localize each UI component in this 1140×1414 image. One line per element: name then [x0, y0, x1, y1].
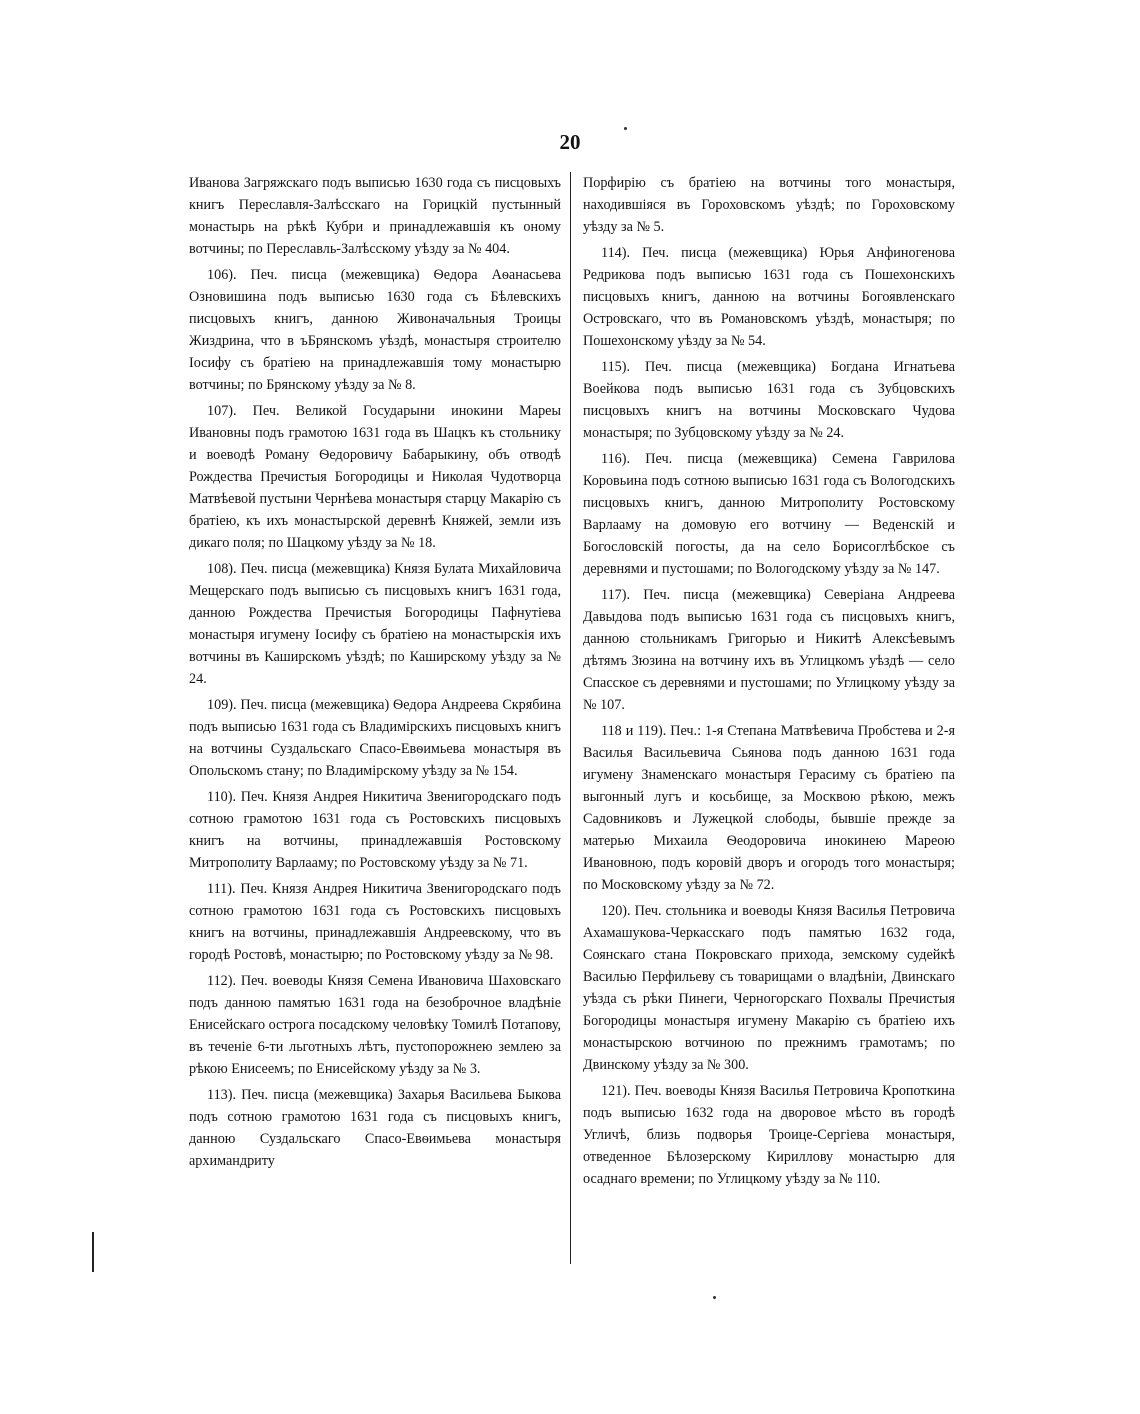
entry-116: 116). Печ. писца (межевщика) Семена Гаврилова Коровьина подъ сотною выписью 1631 года съ Вологодскихъ писцовыхъ книгъ, данною Митрополиту Ростовскому Варлааму на домовую его вотчину — Веденскій и Богословскій погосты, да на село Борисоглѣбское съ деревнями и пустошами; по Вологодскому уѣзду за № 147.	[583, 451, 955, 577]
entry-107: 107). Печ. Великой Государыни инокини Мареы Ивановны подъ грамотою 1631 года въ Шацкъ къ стольнику и воеводѣ Роману Ѳедоровичу Бабарыкину, объ отводѣ Рождества Пречистыя Богородицы и Николая Чудотворца Матвѣевой пустыни Чернѣева монастыря старцу Макарію съ братіею, къ ихъ монастырской деревнѣ Княжей, земли изъ дикаго поля; по Шацкому уѣзду за № 18.	[189, 403, 561, 551]
entry-110: 110). Печ. Князя Андрея Никитича Звенигородскаго подъ сотною грамотою 1631 года съ Ростовскихъ писцовыхъ книгъ на вотчины, принадлежавшія Ростовскому Митрополиту Варлааму; по Ростовскому уѣзду за № 71.	[189, 789, 561, 871]
column-divider	[570, 172, 571, 1264]
entry-114: 114). Печ. писца (межевщика) Юрья Анфиногенова Редрикова подъ выписью 1631 года съ Пошехонскихъ писцовыхъ книгъ, данною на вотчины Богоявленскаго Островскаго, что въ Романовскомъ уѣздѣ, монастыря; по Пошехонскому уѣзду за № 54.	[583, 245, 955, 349]
entry-111: 111). Печ. Князя Андрея Никитича Звенигородскаго подъ сотною грамотою 1631 года съ Ростовскихъ писцовыхъ книгъ на вотчины, принадлежавшія Андреевскому, что въ городѣ Ростовѣ, монастырю; по Ростовскому уѣзду за № 98.	[189, 881, 561, 963]
speck-mark	[713, 1296, 716, 1299]
page-number: 20	[559, 130, 581, 154]
entry-108: 108). Печ. писца (межевщика) Князя Булата Михайловича Мещерскаго подъ выписью съ писцовыхъ книгъ 1631 года, данною Рождества Пречистыя Богородицы Пафнутіева монастыря игумену Іосифу съ братіею на монастырскія ихъ вотчины въ Каширскомъ уѣздѣ; по Каширскому уѣзду за № 24.	[189, 561, 561, 687]
paragraph-continuation: Порфирію съ братіею на вотчины того монастыря, находившіяся въ Гороховскомъ уѣздѣ; по Гороховскому уѣзду за № 5.	[583, 175, 955, 235]
entry-120: 120). Печ. стольника и воеводы Князя Василья Петровича Ахамашукова-Черкасскаго подъ памятью 1632 года, Соянскаго стана Покровскаго прихода, земскому судейкѣ Василью Перфильеву съ товарищами о владѣніи, Двинскаго уѣзда съ рѣки Пинеги, Черногорскаго Похвалы Пречистыя Богородицы монастыря игумену Макарію съ братіею ихъ монастырскою вотчиною по прежнимъ грамотамъ; по Двинскому уѣзду за № 300.	[583, 903, 955, 1073]
margin-mark	[92, 1232, 94, 1272]
entry-113: 113). Печ. писца (межевщика) Захарья Васильева Быкова подъ сотною грамотою 1631 года съ писцовыхъ книгъ, данною Суздальскаго Спасо-Евѳимьева монастыря архимандриту	[189, 1087, 561, 1169]
entry-112: 112). Печ. воеводы Князя Семена Ивановича Шаховскаго подъ данною памятью 1631 года на безоброчное владѣніе Енисейскаго острога посадскому человѣку Томилѣ Потапову, въ теченіе 6-ти льготныхъ лѣтъ, пустопорожнею землею за рѣкою Енисеемъ; по Енисейскому уѣзду за № 3.	[189, 973, 561, 1077]
entry-117: 117). Печ. писца (межевщика) Северіана Андреева Давыдова подъ выписью 1631 года съ писцовыхъ книгъ, данною стольникамъ Григорью и Никитѣ Алексѣевымъ дѣтямъ Зюзина на вотчину ихъ въ Углицкомъ уѣздѣ — село Спасское съ деревнями и пустошами; по Углицкому уѣзду за № 107.	[583, 587, 955, 713]
entry-115: 115). Печ. писца (межевщика) Богдана Игнатьева Воейкова подъ выписью 1631 года съ Зубцовскихъ писцовыхъ книгъ на вотчины Московскаго Чудова монастыря; по Зубцовскому уѣзду за № 24.	[583, 359, 955, 441]
entry-121: 121). Печ. воеводы Князя Василья Петровича Кропоткина подъ выписью 1632 года на дворовое мѣсто въ городѣ Угличѣ, близь подворья Троице-Сергіева монастыря, отведенное Бѣлозерскому Кириллову монастырю для осаднаго времени; по Углицкому уѣзду за № 110.	[583, 1083, 955, 1187]
left-column	[189, 172, 561, 1176]
right-column	[583, 172, 955, 1194]
speck-mark	[624, 127, 627, 130]
entry-118-119: 118 и 119). Печ.: 1-я Степана Матвѣевича Пробстева и 2-я Василья Васильевича Сьянова подъ данною 1631 года игумену Знаменскаго монастыря Герасиму съ братіею па выгонный лугъ и косьбище, за Москвою рѣкою, межъ Садовниковъ и Лужецкой слободы, бывшіе прежде за матерью Михаила Ѳеодоровича инокинею Мареою Ивановною, подъ коровій дворъ и огородъ того монастыря; по Московскому уѣзду за № 72.	[583, 723, 955, 893]
entry-106: 106). Печ. писца (межевщика) Ѳедора Аѳанасьева Озновишина подъ выписью 1630 года съ Бѣлевскихъ писцовыхъ книгъ, данною Живоначальныя Троицы Жиздрина, что в ъБрянскомъ уѣздѣ, монастыря строителю Іосифу съ братіею на принадлежавшія тому монастырю вотчины; по Брянскому уѣзду за № 8.	[189, 267, 561, 393]
paragraph-continuation: Иванова Загряжскаго подъ выписью 1630 года съ писцовыхъ книгъ Переславля-Залѣсскаго на Горицкій пустынный монастырь на рѣкѣ Кубри и принадлежавшія къ оному вотчины; по Переславль-Залѣсскому уѣзду за № 404.	[189, 175, 561, 257]
entry-109: 109). Печ. писца (межевщика) Ѳедора Андреева Скрябина подъ выписью 1631 года съ Владимірскихъ писцовыхъ книгъ на вотчины Суздальскаго Спасо-Евѳимьева монастыря въ Опольскомъ стану; по Владимірскому уѣзду за № 154.	[189, 697, 561, 779]
